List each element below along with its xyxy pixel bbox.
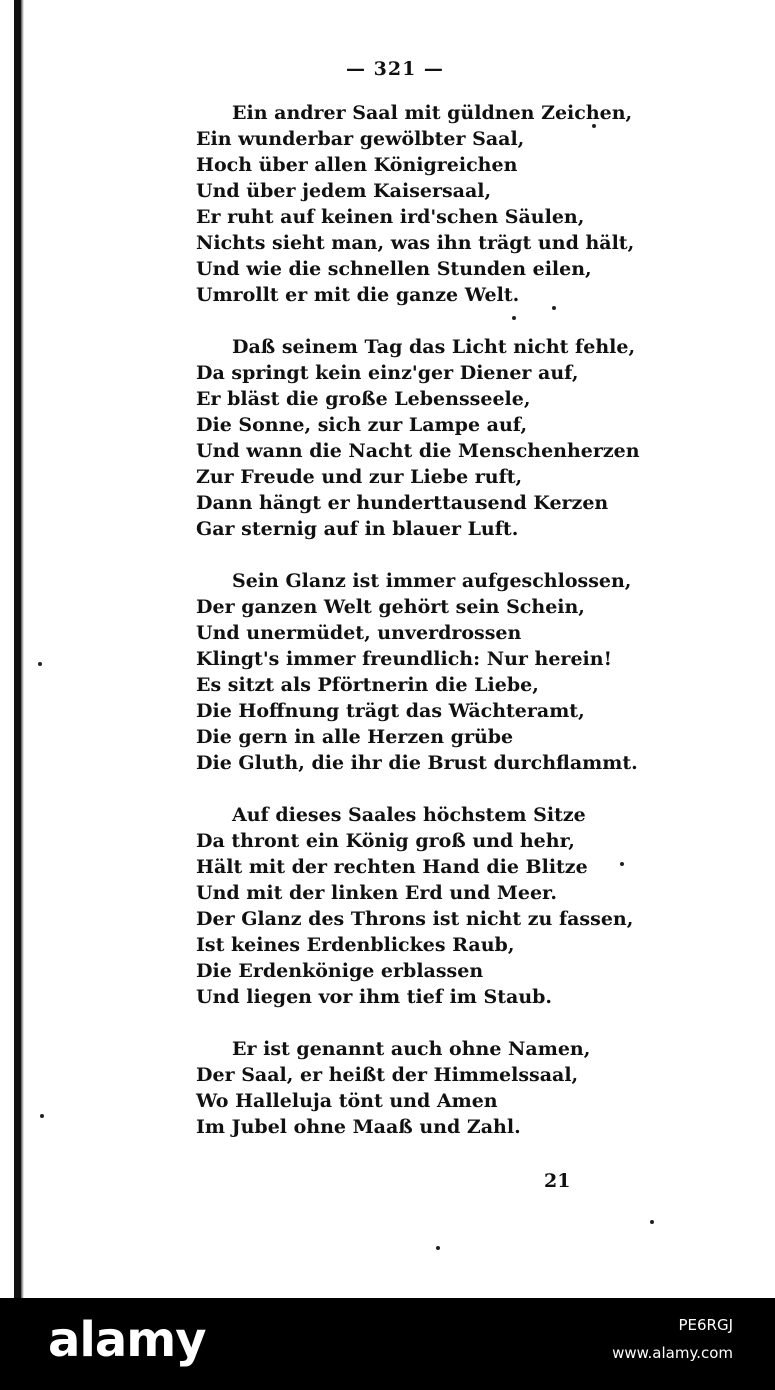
poem-line: Und unermüdet, unverdrossen (196, 622, 522, 644)
poem-line: Er bläst die große Lebensseele, (196, 388, 531, 410)
ink-speck (650, 1220, 654, 1224)
poem-line: Daß seinem Tag das Licht nicht fehle, (232, 336, 636, 358)
poem-line: Und mit der linken Erd und Meer. (196, 882, 557, 904)
poem-line: Zur Freude und zur Liebe ruft, (196, 466, 523, 488)
poem-line: Die Erdenkönige erblassen (196, 960, 484, 982)
poem-line: Da springt kein einz'ger Diener auf, (196, 362, 579, 384)
poem-line: Es sitzt als Pförtnerin die Liebe, (196, 674, 539, 696)
page-number: — 321 — (346, 58, 444, 80)
poem-line: Hoch über allen Königreichen (196, 154, 518, 176)
poem (196, 100, 640, 1166)
poem-line: Da thront ein König groß und hehr, (196, 830, 575, 852)
poem-line: Die gern in alle Herzen grübe (196, 726, 514, 748)
ink-speck (40, 1114, 44, 1118)
poem-line: Ein wunderbar gewölbter Saal, (196, 128, 525, 150)
poem-line: Klingt's immer freundlich: Nur herein! (196, 648, 612, 670)
poem-line: Der ganzen Welt gehört sein Schein, (196, 596, 585, 618)
poem-line: Hält mit der rechten Hand die Blitze (196, 856, 588, 878)
ink-speck (552, 306, 556, 310)
poem-line: Ist keines Erdenblickes Raub, (196, 934, 515, 956)
ink-speck (620, 862, 624, 866)
poem-line: Im Jubel ohne Maaß und Zahl. (196, 1116, 521, 1138)
binding-edge (14, 0, 21, 1298)
watermark-footer (0, 1298, 775, 1390)
stanza (196, 568, 638, 776)
ink-speck (592, 124, 596, 128)
poem-line: Und liegen vor ihm tief im Staub. (196, 986, 553, 1008)
poem-line: Auf dieses Saales höchstem Sitze (232, 804, 586, 826)
ink-speck (512, 316, 516, 320)
poem-line: Sein Glanz ist immer aufgeschlossen, (232, 570, 632, 592)
poem-line: Er ist genannt auch ohne Namen, (232, 1038, 591, 1060)
poem-line: Und über jedem Kaisersaal, (196, 180, 492, 202)
poem-line: Dann hängt er hunderttausend Kerzen (196, 492, 609, 514)
stanza (196, 334, 640, 542)
stanza (196, 100, 635, 308)
poem-line: Gar sternig auf in blauer Luft. (196, 518, 519, 540)
ink-speck (436, 1246, 440, 1250)
poem-line: Wo Halleluja tönt und Amen (196, 1090, 498, 1112)
poem-line: Umrollt er mit die ganze Welt. (196, 284, 520, 306)
footer-url: www.alamy.com (612, 1344, 733, 1362)
poem-line: Ein andrer Saal mit güldnen Zeichen, (232, 102, 633, 124)
poem-line: Die Sonne, sich zur Lampe auf, (196, 414, 528, 436)
ink-speck (38, 662, 42, 666)
poem-line: Und wann die Nacht die Menschenherzen (196, 440, 640, 462)
signature-mark: 21 (544, 1170, 571, 1192)
poem-line: Nichts sieht man, was ihn trägt und hält, (196, 232, 635, 254)
stanza (196, 1036, 596, 1140)
poem-line: Die Gluth, die ihr die Brust durchflammt. (196, 752, 638, 774)
alamy-logo: alamy (48, 1312, 206, 1368)
poem-line: Die Hoffnung trägt das Wächteramt, (196, 700, 585, 722)
stanza (196, 802, 634, 1010)
poem-line: Der Saal, er heißt der Himmelssaal, (196, 1064, 579, 1086)
poem-line: Und wie die schnellen Stunden eilen, (196, 258, 592, 280)
poem-line: Er ruht auf keinen ird'schen Säulen, (196, 206, 585, 228)
image-id: PE6RGJ (678, 1316, 733, 1334)
poem-line: Der Glanz des Throns ist nicht zu fassen, (196, 908, 634, 930)
